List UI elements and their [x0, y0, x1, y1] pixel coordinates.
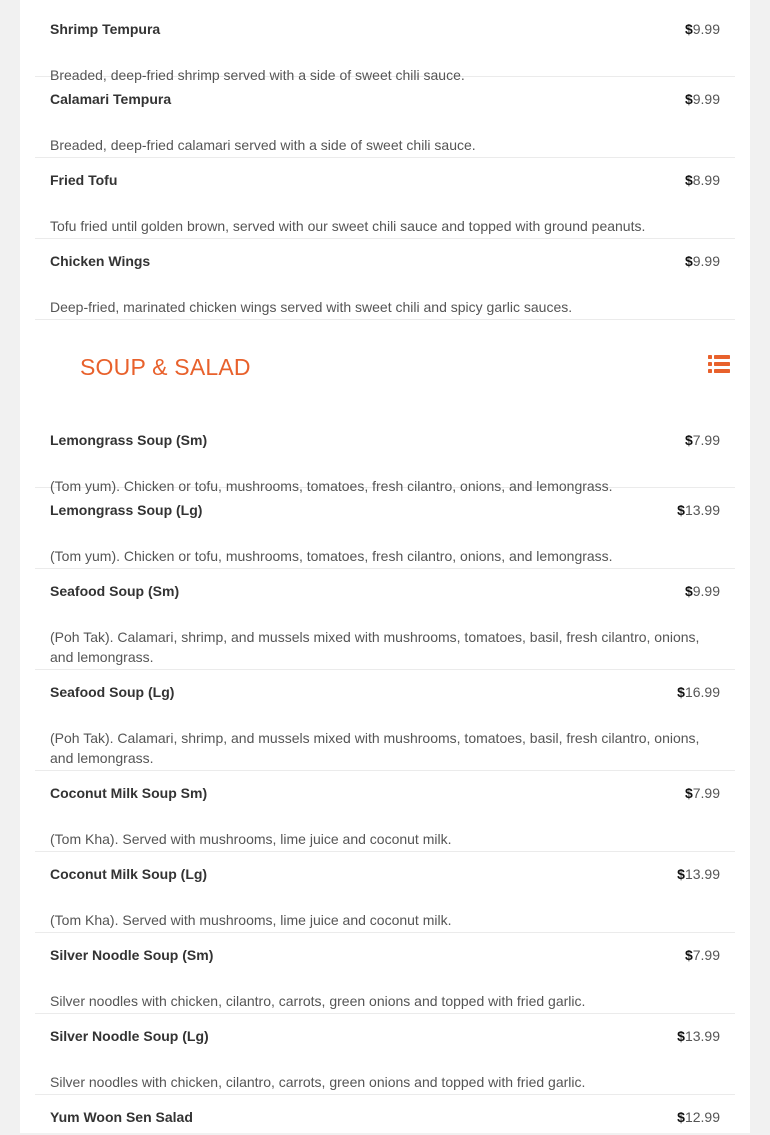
- currency-symbol: $: [684, 91, 693, 107]
- item-price: [685, 785, 720, 801]
- item-description: (Poh Tak). Calamari, shrimp, and mussels mixed with mushrooms, tomatoes, basil, fresh cilantro, onions, and lemongrass.: [50, 629, 700, 665]
- item-price: [677, 866, 720, 882]
- currency-symbol: $: [677, 502, 685, 518]
- currency-symbol: $: [684, 947, 693, 963]
- currency-symbol: $: [684, 583, 693, 599]
- price-amount: 13.99: [684, 866, 720, 882]
- currency-symbol: $: [677, 866, 685, 882]
- item-description: Breaded, deep-fried shrimp served with a side of sweet chili sauce.: [50, 67, 465, 83]
- price-amount: 16.99: [684, 684, 720, 700]
- item-description: (Tom yum). Chicken or tofu, mushrooms, tomatoes, fresh cilantro, onions, and lemongrass.: [50, 548, 613, 564]
- item-price: [685, 947, 720, 963]
- item-price: [685, 21, 720, 37]
- item-name: Seafood Soup (Lg): [50, 684, 175, 700]
- item-price: [677, 1109, 720, 1125]
- currency-symbol: $: [677, 1028, 685, 1044]
- section-title: SOUP & SALAD: [80, 354, 251, 380]
- price-amount: 9.99: [692, 91, 720, 107]
- item-price: [685, 432, 720, 448]
- menu-panel: [20, 0, 750, 1133]
- price-amount: 9.99: [692, 21, 720, 37]
- price-amount: 7.99: [692, 432, 720, 448]
- menu-item[interactable]: [35, 158, 735, 239]
- item-name: Chicken Wings: [50, 253, 151, 269]
- currency-symbol: $: [684, 172, 693, 188]
- item-name: Lemongrass Soup (Sm): [50, 432, 208, 448]
- menu-item[interactable]: [35, 852, 735, 933]
- item-description: (Poh Tak). Calamari, shrimp, and mussels mixed with mushrooms, tomatoes, basil, fresh cilantro, onions, and lemongrass.: [50, 730, 700, 766]
- item-price: [685, 91, 720, 107]
- item-price: [685, 583, 720, 599]
- soup-salad-list: [35, 418, 735, 1135]
- currency-symbol: $: [684, 432, 693, 448]
- currency-symbol: $: [677, 684, 685, 700]
- price-amount: 12.99: [684, 1109, 720, 1125]
- price-amount: 9.99: [692, 583, 720, 599]
- menu-item[interactable]: [35, 239, 735, 320]
- item-description: Silver noodles with chicken, cilantro, carrots, green onions and topped with fried garlic.: [50, 1074, 586, 1090]
- menu-item[interactable]: [35, 1095, 735, 1135]
- item-name: Silver Noodle Soup (Sm): [50, 947, 214, 963]
- menu-item[interactable]: [35, 670, 735, 771]
- item-description: (Tom Kha). Served with mushrooms, lime juice and coconut milk.: [50, 912, 452, 928]
- currency-symbol: $: [684, 21, 693, 37]
- item-name: Silver Noodle Soup (Lg): [50, 1028, 209, 1044]
- menu-item[interactable]: [35, 488, 735, 569]
- price-amount: 8.99: [692, 172, 720, 188]
- price-amount: 7.99: [692, 947, 720, 963]
- item-description: Silver noodles with chicken, cilantro, carrots, green onions and topped with fried garlic.: [50, 993, 586, 1009]
- price-amount: 13.99: [684, 1028, 720, 1044]
- item-name: Coconut Milk Soup (Lg): [50, 866, 208, 882]
- item-name: Coconut Milk Soup Sm): [50, 785, 208, 801]
- item-name: Yum Woon Sen Salad: [50, 1109, 193, 1125]
- item-description: Deep-fried, marinated chicken wings served with sweet chili and spicy garlic sauces.: [50, 299, 573, 315]
- item-price: [685, 253, 720, 269]
- list-icon[interactable]: [708, 355, 730, 373]
- item-description: Tofu fried until golden brown, served with our sweet chili sauce and topped with ground peanuts.: [50, 218, 646, 234]
- appetizer-list: [35, 7, 735, 320]
- item-price: [677, 1028, 720, 1044]
- item-name: Fried Tofu: [50, 172, 118, 188]
- menu-item[interactable]: [35, 418, 735, 494]
- currency-symbol: $: [684, 785, 693, 801]
- menu-item[interactable]: [35, 933, 735, 1014]
- currency-symbol: $: [684, 253, 693, 269]
- price-amount: 13.99: [684, 502, 720, 518]
- item-name: Calamari Tempura: [50, 91, 172, 107]
- menu-item[interactable]: [35, 1014, 735, 1095]
- item-description: (Tom yum). Chicken or tofu, mushrooms, tomatoes, fresh cilantro, onions, and lemongrass.: [50, 478, 613, 494]
- menu-item[interactable]: [35, 7, 735, 83]
- menu-item[interactable]: [35, 569, 735, 670]
- item-description: (Tom Kha). Served with mushrooms, lime juice and coconut milk.: [50, 831, 452, 847]
- price-amount: 9.99: [692, 253, 720, 269]
- currency-symbol: $: [677, 1109, 685, 1125]
- item-description: Breaded, deep-fried calamari served with a side of sweet chili sauce.: [50, 137, 476, 153]
- menu-item[interactable]: [35, 77, 735, 158]
- item-price: [677, 684, 720, 700]
- item-price: [677, 502, 720, 518]
- item-price: [685, 172, 720, 188]
- menu-item[interactable]: [35, 771, 735, 852]
- item-name: Shrimp Tempura: [50, 21, 161, 37]
- price-amount: 7.99: [692, 785, 720, 801]
- item-name: Lemongrass Soup (Lg): [50, 502, 203, 518]
- item-name: Seafood Soup (Sm): [50, 583, 180, 599]
